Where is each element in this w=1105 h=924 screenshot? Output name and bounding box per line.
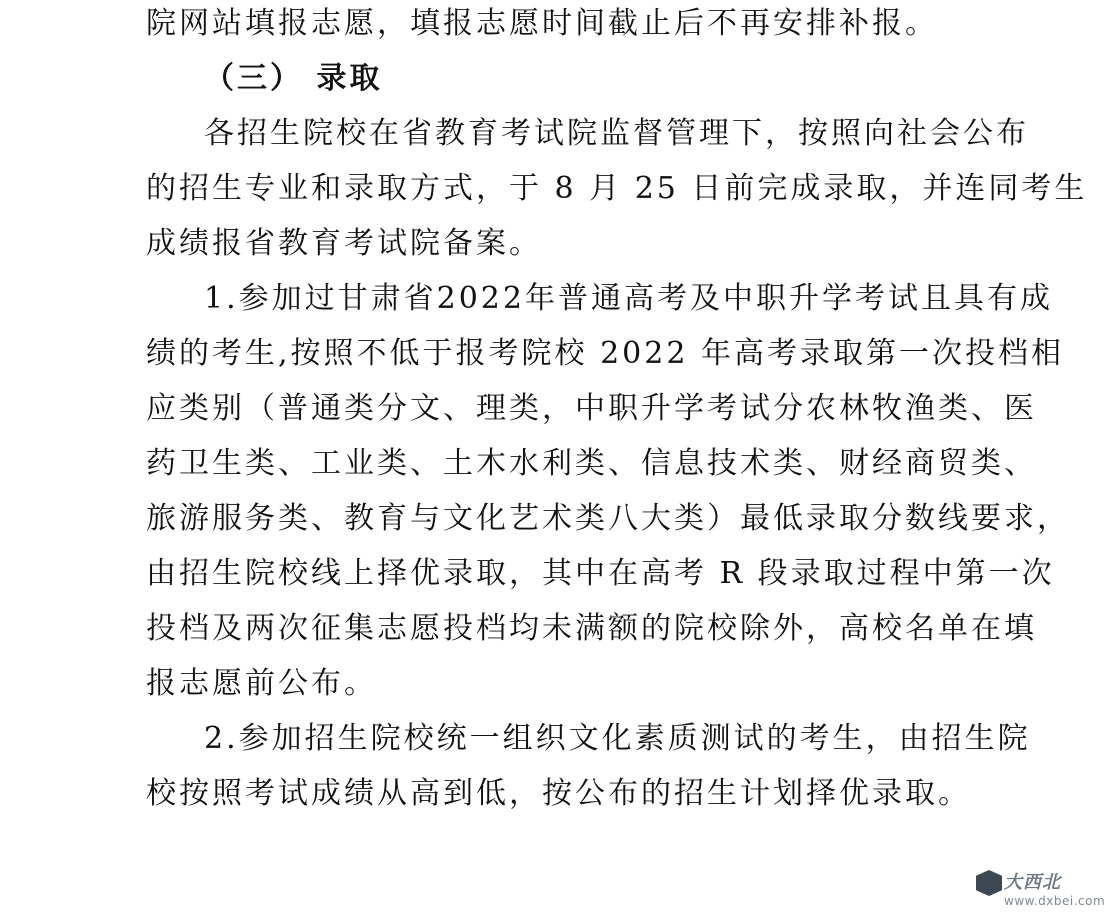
logo-icon xyxy=(976,870,1002,896)
site-watermark xyxy=(976,866,1105,914)
text-line: 药卫生类、工业类、土木水利类、信息技术类、财经商贸类、 xyxy=(146,446,1037,481)
text-line: 1.参加过甘肃省2022年普通高考及中职升学考试且具有成 xyxy=(204,281,1053,316)
watermark-url: www.dxbei.com xyxy=(1004,894,1105,908)
text-line: 成绩报省教育考试院备案。 xyxy=(146,226,542,261)
text-line: 绩的考生,按照不低于报考院校 2022 年高考录取第一次投档相 xyxy=(146,336,1064,371)
text-line: 的招生专业和录取方式，于 8 月 25 日前完成录取，并连同考生 xyxy=(146,171,1088,206)
text-line: 由招生院校线上择优录取，其中在高考 R 段录取过程中第一次 xyxy=(146,556,1055,591)
text-line: 校按照考试成绩从高到低，按公布的招生计划择优录取。 xyxy=(146,776,971,811)
text-line: 应类别（普通类分文、理类，中职升学考试分农林牧渔类、医 xyxy=(146,391,1037,426)
text-line: 各招生院校在省教育考试院监督管理下，按照向社会公布 xyxy=(204,116,1029,151)
text-line: 院网站填报志愿，填报志愿时间截止后不再安排补报。 xyxy=(146,6,938,41)
text-line: 报志愿前公布。 xyxy=(146,666,377,701)
section-heading: （三） 录取 xyxy=(204,61,383,96)
text-line: 投档及两次征集志愿投档均未满额的院校除外，高校名单在填 xyxy=(146,611,1037,646)
text-line: 2.参加招生院校统一组织文化素质测试的考生，由招生院 xyxy=(204,721,1031,756)
text-line: 旅游服务类、教育与文化艺术类八大类）最低录取分数线要求， xyxy=(146,501,1070,536)
watermark-title: 大西北 xyxy=(1004,872,1061,893)
